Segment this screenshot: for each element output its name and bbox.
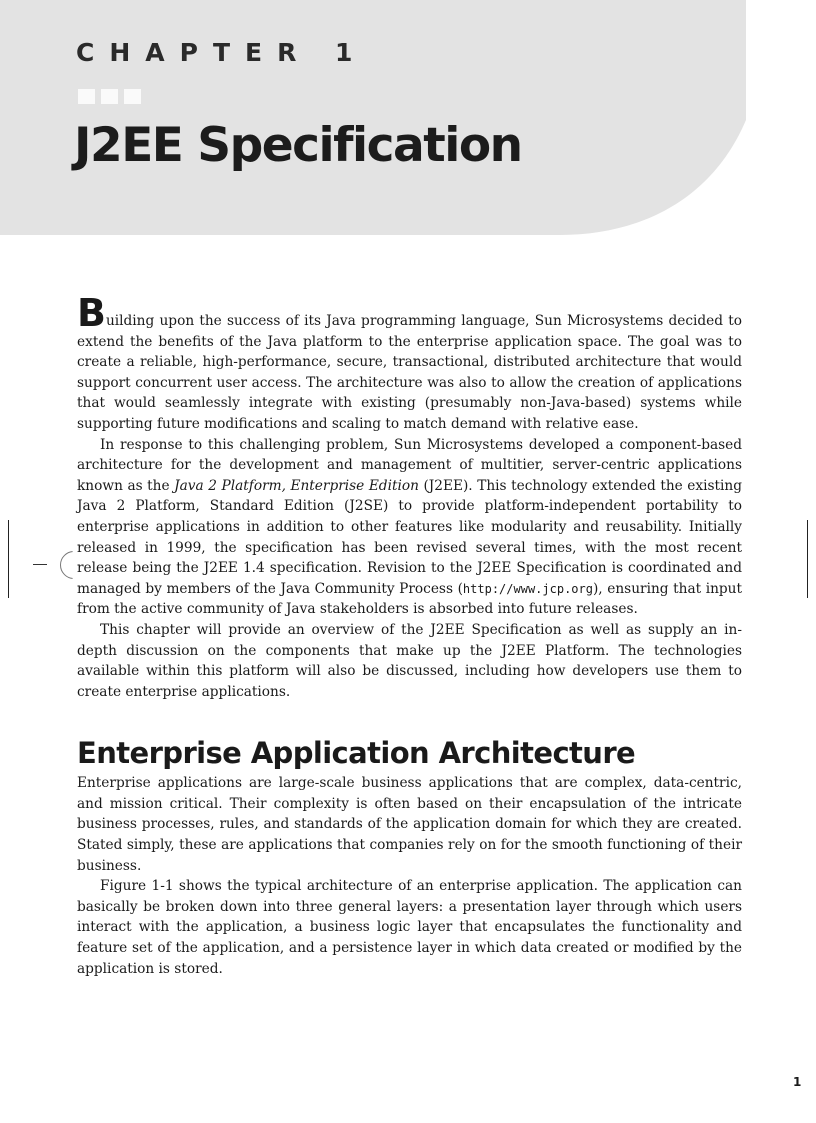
decor-square: [124, 89, 141, 104]
intro-paragraph-2-text-a: In response to this challenging problem, Sun Microsystems developed a component-based architecture for the development and management of multitier, server-centric applications known as the: [77, 436, 742, 494]
intro-paragraph-1: [77, 291, 742, 435]
intro-paragraph-2-text-c: ), ensuring that input from the active community of Java stakeholders is absorbed into future releases.: [77, 580, 742, 618]
chapter-title: J2EE Specification: [74, 118, 522, 173]
chapter-decoration: [78, 89, 141, 104]
intro-paragraph-3: This chapter will provide an overview of the J2EE Specification as well as supply an in-depth discussion on the components that make up the J2EE Platform. The technologies available within this platform will also be discussed, including how developers use them to create enterprise applications.: [77, 621, 742, 700]
section-paragraph-2: Figure 1-1 shows the typical architecture of an enterprise application. The application can basically be broken down into three general layers: a presentation layer through which users interact with the application, a business logic layer that encapsulates the functionality and feature set of the application, and a persistence layer in which data created or modified by the application is stored.: [77, 878, 742, 977]
margin-rule-left: [8, 520, 9, 598]
intro-paragraph-2: [77, 435, 742, 620]
page-number: 1: [793, 1075, 802, 1089]
intro-paragraph-1-text: uilding upon the success of its Java programming language, Sun Microsystems decided to extend the benefits of the Java platform to the enterprise application space. The goal was to create a reliable, high-performance, secure, transactional, distributed architecture that would support concurrent user access. The architecture was also to allow the creation of applications that would seamlessly integrate with existing (presumably non-Java-based) systems while supporting future modifications and scaling to match demand with relative ease.: [77, 313, 742, 432]
chapter-label: CHAPTER 1: [76, 38, 368, 67]
section-paragraph-1: Enterprise applications are large-scale business applications that are complex, data-centric, and mission critical. Their complexity is often based on their encapsulation of the intricate business processes, rules, and standards of the application domain for which they are created. Stated simply, these are applications that companies rely on for the smooth functioning of their business.: [77, 775, 742, 874]
decor-square: [101, 89, 118, 104]
margin-tick: [33, 564, 47, 565]
intro-paragraph-2-text-b: (J2EE). This technology extended the existing Java 2 Platform, Standard Edition (J2SE) to provide platform-independent portability to enterprise applications in addition to other features like modularity and reusability. Initially released in 1999, the specification has been revised several times, with the most recent release being the J2EE 1.4 specification. Revision to the J2EE Specification is coordinated and managed by members of the Java Community Process (: [77, 477, 742, 597]
margin-rule-right: [807, 520, 808, 598]
product-name-italic: Java 2 Platform, Enterprise Edition: [174, 477, 419, 494]
decor-square: [78, 89, 95, 104]
section-heading: Enterprise Application Architecture: [77, 736, 636, 771]
chapter-body: [77, 291, 742, 979]
drop-cap: B: [77, 291, 106, 335]
jcp-url: http://www.jcp.org: [462, 581, 593, 596]
